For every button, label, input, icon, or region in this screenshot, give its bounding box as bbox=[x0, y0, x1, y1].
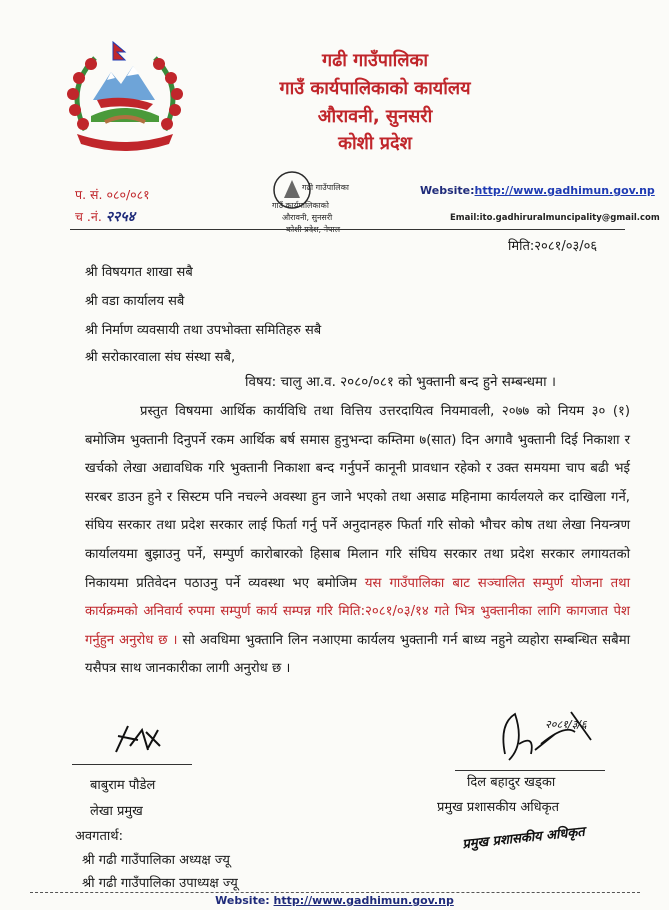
left-signatory-name: बाबुराम पौडेल bbox=[90, 778, 156, 793]
body-text-b: सो अवधिमा भुक्तानि लिन नआएमा कार्यलय भुक्तानी गर्न बाध्य नहुने व्यहोरा सम्बन्धित सबैमा यसैपत्र साथ जानकारीका लागी अनुरोध छ । bbox=[85, 632, 630, 677]
designation-stamp: प्रमुख प्रशासकीय अधिकृत bbox=[461, 824, 586, 853]
stamp-line1: गढी गाउँपालिका bbox=[302, 183, 349, 192]
letter-body bbox=[85, 398, 630, 684]
website-link[interactable]: http://www.gadhimun.gov.np bbox=[474, 184, 655, 197]
municipality-name: गढी गाउँपालिका bbox=[321, 50, 429, 71]
addressee-1: श्री विषयगत शाखा सबै bbox=[85, 265, 193, 280]
right-signatory-title: प्रमुख प्रशासकीय अधिकृत bbox=[437, 800, 560, 815]
stamp-line3: औरावनी, सुनसरी bbox=[282, 213, 333, 222]
footer-website bbox=[0, 894, 669, 907]
header-divider bbox=[70, 229, 625, 230]
office-address: औरावनी, सुनसरी bbox=[317, 106, 433, 127]
left-signatory-title: लेखा प्रमुख bbox=[90, 804, 143, 819]
cc-item-1: श्री गढी गाउँपालिका अध्यक्ष ज्यू bbox=[82, 853, 230, 868]
left-sign-line bbox=[72, 764, 192, 765]
body-text-a: प्रस्तुत विषयमा आर्थिक कार्यविधि तथा वित्तिय उत्तरदायित्व नियमावली, २०७७ को नियम ३० (१) बमोजिम भुक्तानी दिनुपर्ने रकम आर्थिक बर्ष समास हुनुभन्दा कम्तिमा ७(सात) दिन अगावै भुक्तानी दिई निकाशा र खर्चको लेखा अद्यावधिक गरि भुक्तानी निकाशा बन्द गर्नुपर्ने कानूनी प्रावधान रहेको र उक्त समयमा चाप बढी भई सरबर डाउन हुने र सिस्टम पनि नचल्ने अवस्था हुन जाने भएको तथा असाढ महिनामा कार्यलयले कर दाखिला गर्ने, संघिय सरकार तथा प्रदेश सरकार लाई फिर्ता गर्नु पर्ने अनुदानहरु फिर्ता गरि सोको भौचर कोष तथा लेखा नियन्त्रण कार्यालयमा बुझाउनु पर्ने, सम्पुर्ण कारोबारको हिसाब मिलान गरि संघिय सरकार तथा प्रदेश सरकार लगायतको निकायमा प्रतिवेदन पठाउनु पर्ने व्यवस्था भए बमोजिम bbox=[85, 404, 630, 591]
cc-label: अवगतार्थ: bbox=[75, 829, 123, 844]
body-text-highlight: यस गाउँपालिका बाट सञ्चालित सम्पुर्ण योजना तथा कार्यक्रमको अनिवार्य रुपमा सम्पुर्ण कार्य सम्पन्न गरि मिति:२०८१/०३/१४ गते भित्र भुक्तानीका लागि कागजात पेश गर्नुहुन अनुरोध छ । bbox=[85, 575, 630, 648]
header-website bbox=[420, 184, 655, 197]
patra-sankhya: प. सं. ०८०/०८१ bbox=[75, 187, 150, 202]
website-label: Website: bbox=[420, 184, 475, 197]
cc-item-2: श्री गढी गाउँपालिका उपाध्यक्ष ज्यू bbox=[82, 876, 238, 891]
office-name: गाउँ कार्यपालिकाको कार्यालय bbox=[279, 78, 471, 99]
stamp-line2: गाउँ कार्यपालिकाको bbox=[272, 201, 329, 210]
addressee-2: श्री वडा कार्यालय सबै bbox=[85, 294, 185, 309]
footer-website-link[interactable]: http://www.gadhimun.gov.np bbox=[273, 894, 454, 907]
header-email: Email:ito.gadhiruralmuncipality@gmail.com bbox=[450, 213, 660, 223]
right-signature bbox=[495, 704, 605, 766]
right-signatory-name: दिल बहादुर खड्का bbox=[467, 775, 556, 790]
chalani-number bbox=[75, 207, 135, 226]
office-stamp bbox=[262, 168, 372, 238]
stamp-line4: कोशी प्रदेश, नेपाल bbox=[286, 225, 341, 234]
chalani-value: २२५४ bbox=[105, 209, 135, 225]
right-sign-line bbox=[455, 770, 605, 771]
footer-website-label: Website: bbox=[215, 894, 270, 907]
right-sign-date: २०८१/३/६ bbox=[545, 718, 587, 731]
addressee-4: श्री सरोकारवाला संघ संस्था सबै, bbox=[85, 350, 236, 365]
left-signature bbox=[108, 716, 168, 760]
nepal-emblem-icon bbox=[55, 38, 195, 156]
footer-divider bbox=[30, 892, 640, 893]
province-name: कोशी प्रदेश bbox=[338, 133, 412, 154]
chalani-label: च .नं. bbox=[75, 209, 102, 224]
letter-date: मिति:२०८१/०३/०६ bbox=[508, 239, 598, 254]
letter-subject: विषय: चालु आ.व. २०८०/०८१ को भुक्तानी बन्द हुने सम्बन्धमा । bbox=[245, 374, 557, 390]
addressee-3: श्री निर्माण व्यवसायी तथा उपभोक्ता समितिहरु सबै bbox=[85, 323, 322, 338]
